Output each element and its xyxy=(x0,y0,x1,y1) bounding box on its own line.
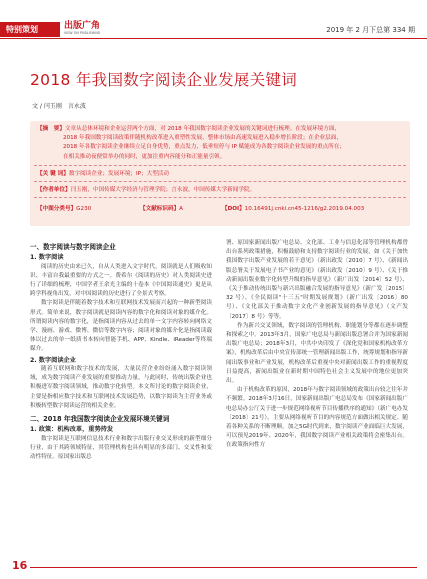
subsection-heading-1: 1. 数字阅读 xyxy=(30,254,64,261)
abstract-line-3: 2018 年各数字阅读企业继续立足自身优势，重点发力，低垂短停与 IP 赋能成为各数字阅读企业发展的重点所在； xyxy=(63,144,345,151)
clc-row xyxy=(37,204,91,212)
doi-label: 【DOI】 xyxy=(222,206,245,212)
paragraph: 由于机构改革的原因，2018年与数字阅读领域的政策出台较之往年并不频繁。2018年3月16日，国家新闻出版广电总局发布《国家新闻出版广电总局办公厅关于进一步规范网络视听节目传播秩序的通知》（新广电办发〔2018〕21号），主要从网络视听节目的内容规范方面做出相关规定。随着各种关系的不断理顺，加之5G时代到来，数字阅读产业面临巨大发展，可以预见2019年、2020年，我国数字阅读产业相关政策将会密集出台。在政策指向性方 xyxy=(226,387,408,449)
paragraph: 阅读的历史由来已久，自从人类进入文字时代，阅读就是人们吸收知识、丰富自我最重要的方式之一。费希尔《阅读的历史》对人类阅读史进行了详细的梳理，中国学者王余光主编的十卷本《中国阅读通史》更是从跨学科视角出发，对中国阅读的历史进行了全景式考察。 xyxy=(30,263,212,298)
page-number: 16 xyxy=(12,559,28,572)
clc-label: 【中图分类号】 xyxy=(37,206,77,212)
keywords-row xyxy=(37,169,169,177)
article-authors: 文 / 闫玉刚 言永波 xyxy=(32,103,86,110)
paragraph: 署、原国家新闻出版广电总局、文化部、工业与信息化部等管理机构都曾出台系列政策措施，积极鼓励和支持数字阅读行业的发展，如《关于加快我国数字出版产业发展的若干意见》（新出政发〔2010〕7 号）、《新闻出版总署关于发展电子书产业的意见》（新出政发〔2010〕9 号）、《关于推动新闻出版业数字化转型升级的指导意见》（新广出发〔2014〕52 号）、《关于推动传统出版与新兴出版融合发展的指导意见》（新广发〔2015〕32 号）、《全民阅读"十三五"时期发展规划》（新广出发〔2016〕80 号）、《文化部关于推动数字文化产业创新发展的指导意见》（文产发〔2017〕8 号）等等。 xyxy=(226,240,408,320)
abstract-text-1: 文章从总体环境和企业运营两个方面，对 2018 年我国数字阅读企业发展的关键词进行梳理。在发展环境方面， xyxy=(64,126,341,132)
header-divider xyxy=(0,38,427,39)
author-info-label: 【作者单位】 xyxy=(37,187,71,193)
paragraph: 随着互联网和数字技术的发展，大量民营企业纷纷涌入数字阅读领域，成为数字阅读产业发展的重要推动力量。与此同时，传统出版企业也积极进军数字阅读领域，推动数字化转型。本文所讨论的数字阅读企业，主要是指相应数字技术和互联网技术发展趋势，以数字阅读为主营业务或积极转型数字阅读运营的相关企业。 xyxy=(30,366,212,409)
paragraph: 数字阅读是互联网信息技术行业和数字出版行业交叉形成的新型细分行业，由于其跨领域特征，其管理机构也具有明显的多部门、交叉性和变动性特征。原国家出版总 xyxy=(30,435,212,460)
author-info-row xyxy=(37,185,255,193)
paragraph: 作为新兴交叉领域，数字阅读的管理机构、职能划分等都在逐步调整和探索之中。2013年3月，国家广电总局与新闻出版总署合并为国家新闻出版广电总局；2018年3月，中共中央印发了《深化党和国家机构改革方案》，机构改革后由中央宣传部统一管理新闻出版工作，统筹规划和指导新闻出版事业和产业发展，机构改革后重视中央对新闻出版工作的重视程度日益提高，新闻出版业在新时期中国特色社会主义发展中的地位更加突出。 xyxy=(226,322,408,385)
doi-row xyxy=(222,204,364,212)
doc-code-label: 【文献标识码】 xyxy=(140,206,180,212)
footer-divider xyxy=(30,567,417,568)
doc-code-value: A xyxy=(179,206,183,212)
abstract-separator xyxy=(34,165,406,166)
logo-sub: VIEW ON PUBLISHING xyxy=(64,31,101,35)
author-info-text: 闫玉刚，中国传媒大学经济与管理学院；言永波，中国传媒大学新闻学院。 xyxy=(70,187,256,193)
right-column xyxy=(226,239,408,451)
subsection-heading-2: 2. 数字阅读企业 xyxy=(30,356,76,364)
article-title: 2018 年我国数字阅读企业发展关键词 xyxy=(30,71,298,89)
abstract-separator xyxy=(34,197,406,198)
issue-info: 2019 年 2 月下总第 334 期 xyxy=(326,26,415,34)
section-heading-1: 一、数字阅读与数字阅读企业 xyxy=(30,243,116,251)
journal-logo xyxy=(64,21,100,39)
abstract-box xyxy=(30,121,410,226)
page-header xyxy=(0,0,427,40)
abstract-separator xyxy=(34,181,406,182)
clc-value: G230 xyxy=(76,206,92,212)
logo-main: 出版广角 xyxy=(64,21,101,31)
abstract-line-2: 2018 年我国数字阅读政策伴随机构改革进入重塑性发展，整体市场由高速发展进入稳步增长阶段；在企业层面， xyxy=(63,135,342,142)
doc-code-row xyxy=(140,204,183,212)
left-column xyxy=(30,239,212,462)
keywords-label: 【关 键 词】 xyxy=(37,171,69,177)
section-tag: 特别策划 xyxy=(0,22,60,37)
section-heading-2: 二、2018 年我国数字阅读企业发展环境关键词 xyxy=(30,415,170,424)
subsection-heading-3: 1. 政策：机构改革，重势持发 xyxy=(30,426,114,434)
abstract-label: 【摘 要】 xyxy=(37,126,65,132)
paragraph: 数字阅读是伴随着数字技术和互联网技术发展而兴起的一种新型阅读形式。简单来说，数字阅读就是阅读内容的数字化和阅读对象的媒介化。所谓阅读内容的数字化，是指阅读内容从过去的单一文字内容转向网络文学、漫画、游戏、微博、微信等数字内容；阅读对象的媒介化是指阅读载体以过去的单一纸质书本转向智能手机、APP、Kindle、iReader等终端媒介。 xyxy=(30,300,212,353)
abstract-line-1 xyxy=(37,125,340,134)
keywords-text: 数字阅读企业；发展环境；IP；大型活动 xyxy=(68,171,169,177)
doi-value: 10.16491j.cnki.cn45-1216/g2.2019.04.003 xyxy=(244,206,365,212)
abstract-line-4: 在相关推动夜便常举办的同时，更加注重内容能分和正能量引领。 xyxy=(63,153,226,160)
